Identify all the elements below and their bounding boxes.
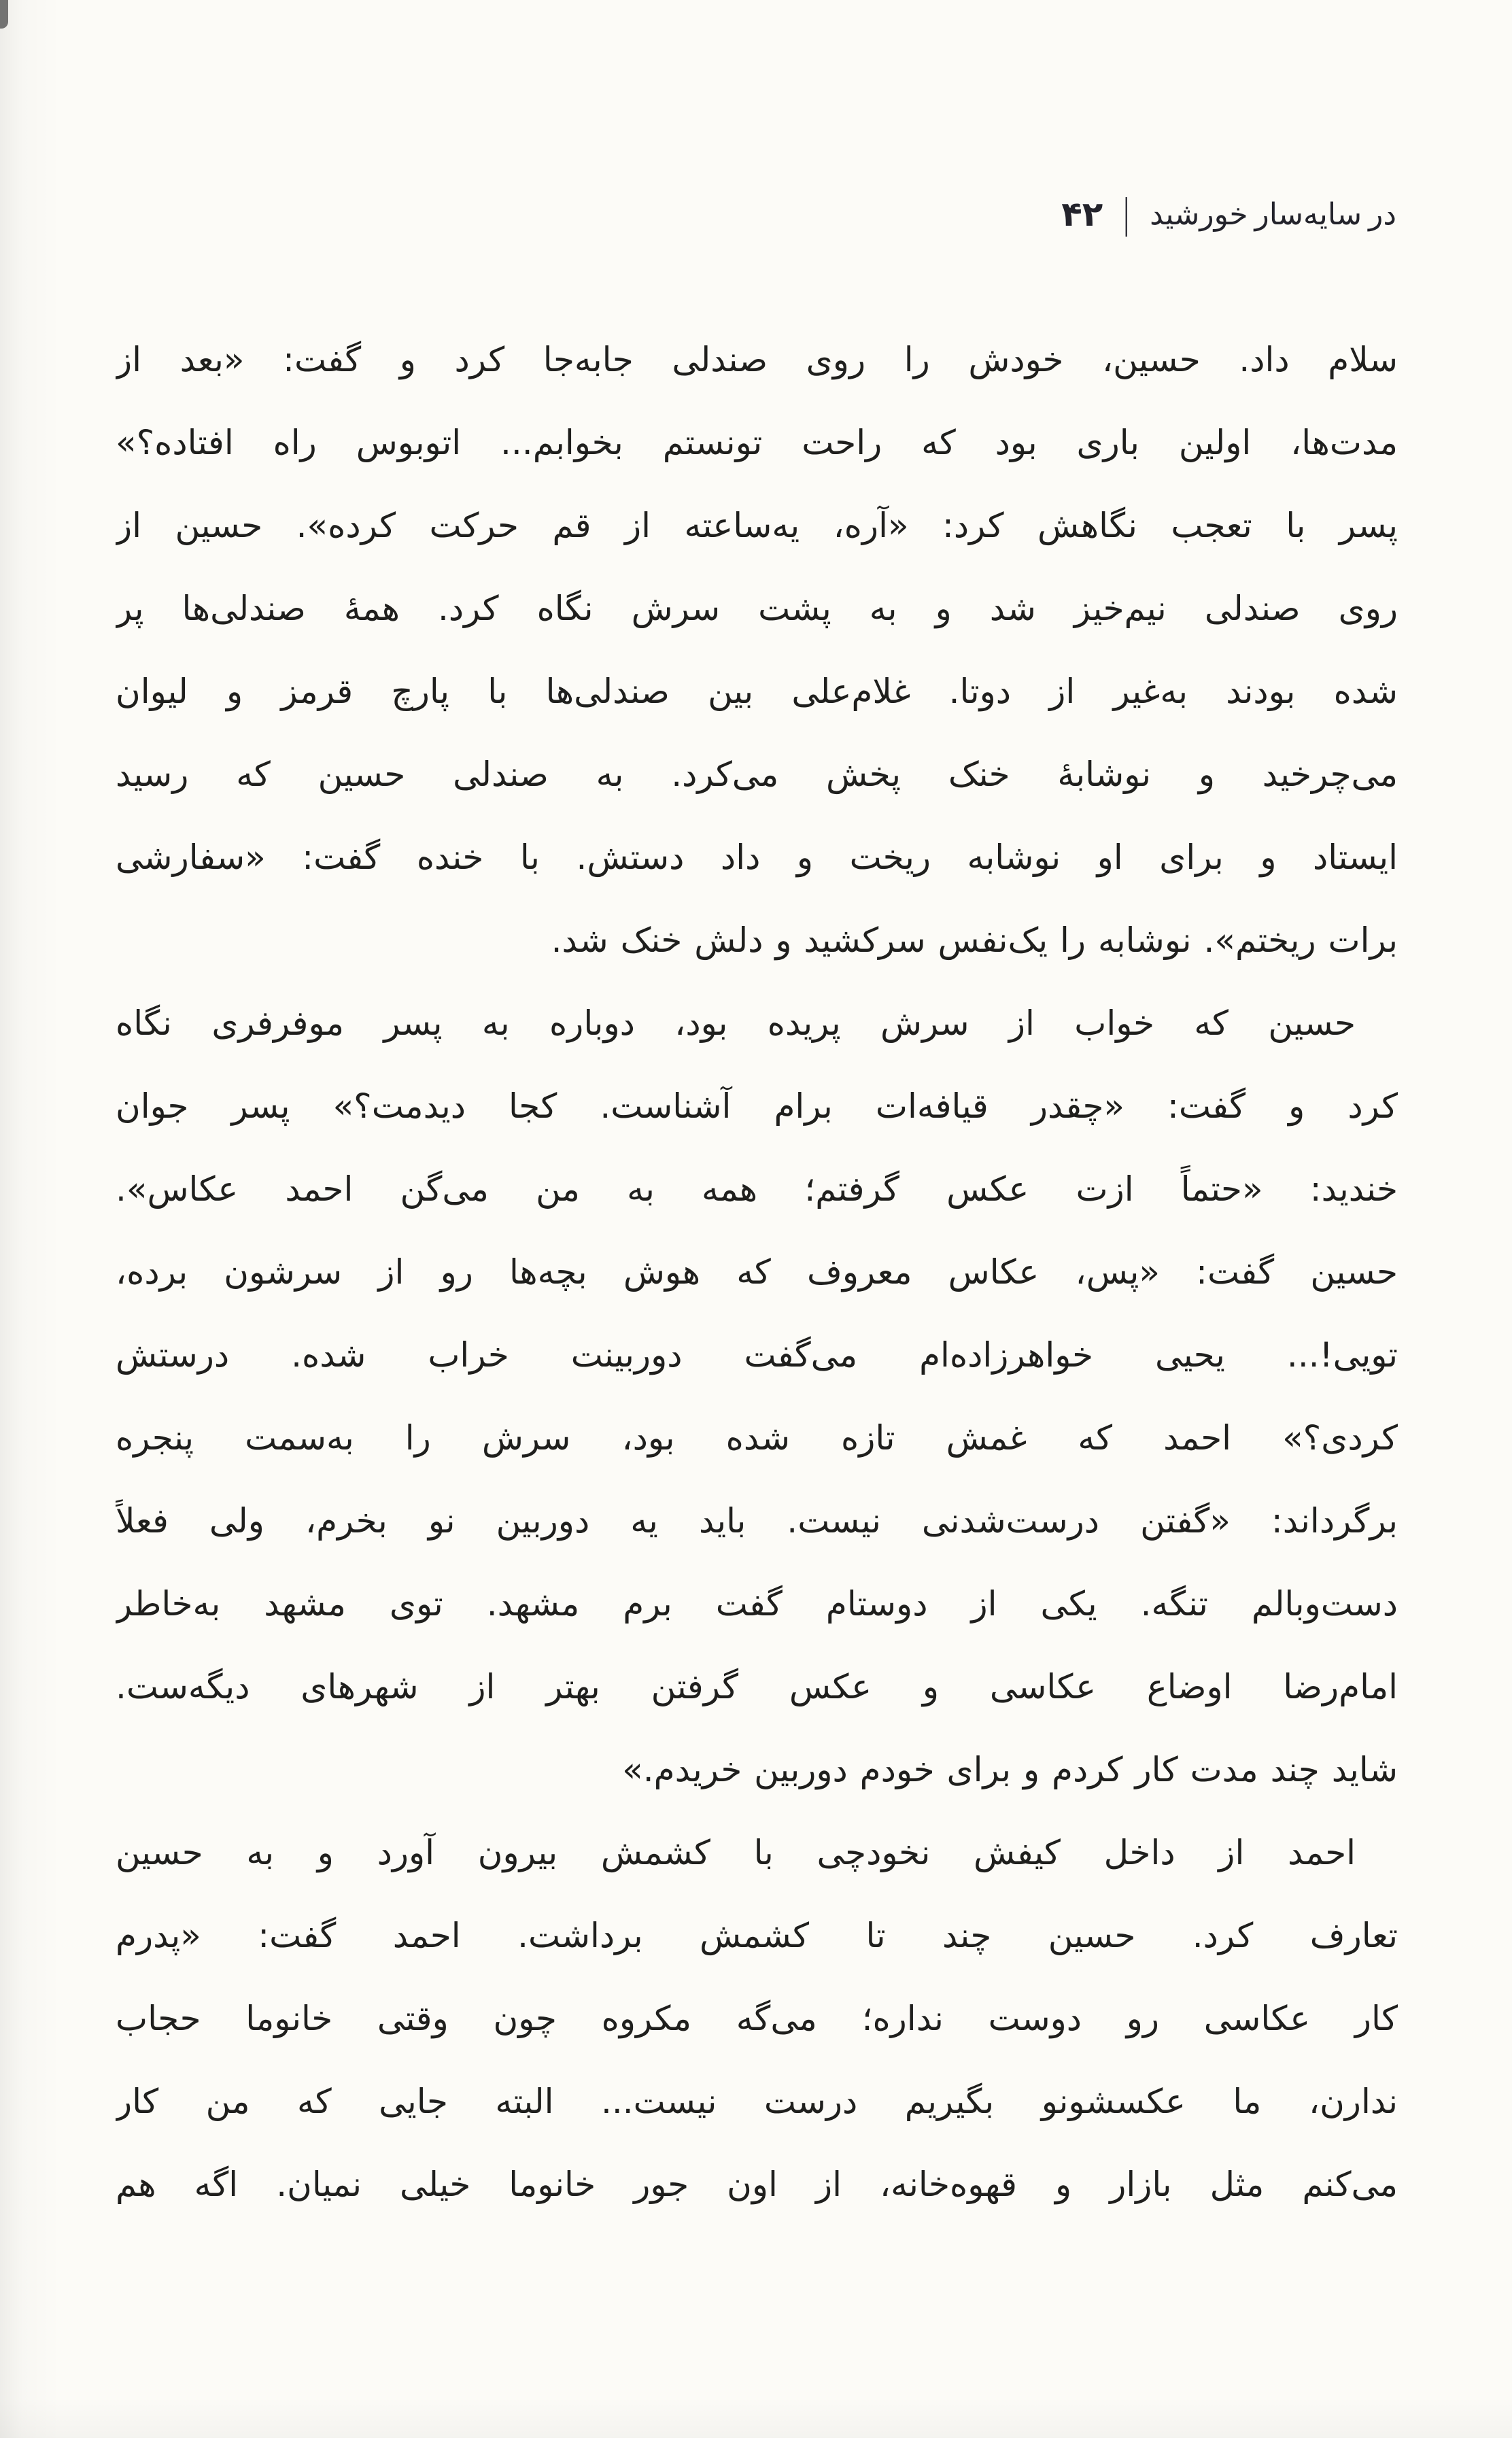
book-title: در سایه‌سار خورشید bbox=[1150, 196, 1396, 232]
text-line: می‌چرخید و نوشابهٔ خنک پخش می‌کرد. به صندلی حسین که رسید bbox=[116, 755, 1398, 794]
scan-corner-artifact bbox=[0, 0, 8, 29]
paragraph bbox=[116, 1811, 1398, 2226]
text-line: حسین که خواب از سرش پریده بود، دوباره به پسر موفرفری نگاه bbox=[116, 1003, 1356, 1043]
text-line: پسر با تعجب نگاهش کرد: «آره، یه‌ساعته از قم حرکت کرده». حسین از bbox=[116, 506, 1398, 545]
text-line: شده بودند به‌غیر از دوتا. غلام‌علی بین صندلی‌ها با پارچ قرمز و لیوان bbox=[116, 672, 1398, 711]
text-line: خندید: «حتماً ازت عکس گرفتم؛ همه به من می‌گن احمد عکاس». bbox=[116, 1169, 1398, 1209]
text-line: برگرداند: «گفتن درست‌شدنی نیست. باید یه دوربین نو بخرم، ولی فعلاً bbox=[116, 1501, 1398, 1541]
text-line: تویی!... یحیی خواهرزاده‌ام می‌گفت دوربینت خراب شده. درستش bbox=[116, 1335, 1398, 1375]
text-line: شاید چند مدت کار کردم و برای خودم دوربین خریدم.» bbox=[622, 1750, 1398, 1789]
page-body-text bbox=[116, 318, 1398, 2226]
text-line: ندارن، ما عکسشونو بگیریم درست نیست... البته جایی که من کار bbox=[116, 2082, 1398, 2121]
paragraph bbox=[116, 982, 1398, 1811]
page-header bbox=[1061, 191, 1396, 237]
text-line: کار عکاسی رو دوست نداره؛ می‌گه مکروه چون وقتی خانوما حجاب bbox=[116, 1999, 1398, 2038]
header-separator: | bbox=[1120, 191, 1133, 237]
paragraph bbox=[116, 318, 1398, 982]
text-line: امام‌رضا اوضاع عکاسی و عکس گرفتن بهتر از شهرهای دیگه‌ست. bbox=[116, 1667, 1398, 1706]
text-line: تعارف کرد. حسین چند تا کشمش برداشت. احمد گفت: «پدرم bbox=[116, 1916, 1398, 1955]
text-line: برات ریختم». نوشابه را یک‌نفس سرکشید و دلش خنک شد. bbox=[551, 921, 1398, 960]
text-line: کردی؟» احمد که غمش تازه شده بود، سرش را به‌سمت پنجره bbox=[116, 1418, 1398, 1458]
text-line: مدت‌ها، اولین باری بود که راحت تونستم بخوابم... اتوبوس راه افتاده؟» bbox=[116, 423, 1398, 462]
page-number: ۴۲ bbox=[1061, 194, 1103, 234]
text-line: سلام داد. حسین، خودش را روی صندلی جابه‌جا کرد و گفت: «بعد از bbox=[116, 340, 1398, 379]
text-line: حسین گفت: «پس، عکاس معروف که هوش بچه‌ها رو از سرشون برده، bbox=[116, 1252, 1398, 1292]
text-line: احمد از داخل کیفش نخودچی با کشمش بیرون آورد و به حسین bbox=[116, 1833, 1356, 1872]
text-line: ایستاد و برای او نوشابه ریخت و داد دستش. با خنده گفت: «سفارشی bbox=[116, 838, 1398, 877]
text-line: دست‌وبالم تنگه. یکی از دوستام گفت برم مشهد. توی مشهد به‌خاطر bbox=[116, 1584, 1398, 1624]
text-line: کرد و گفت: «چقدر قیافه‌ات برام آشناست. کجا دیدمت؟» پسر جوان bbox=[116, 1086, 1398, 1126]
text-line: می‌کنم مثل بازار و قهوه‌خانه، از اون جور خانوما خیلی نمیان. اگه هم bbox=[116, 2165, 1398, 2204]
text-line: روی صندلی نیم‌خیز شد و به پشت سرش نگاه کرد. همهٔ صندلی‌ها پر bbox=[116, 589, 1398, 628]
